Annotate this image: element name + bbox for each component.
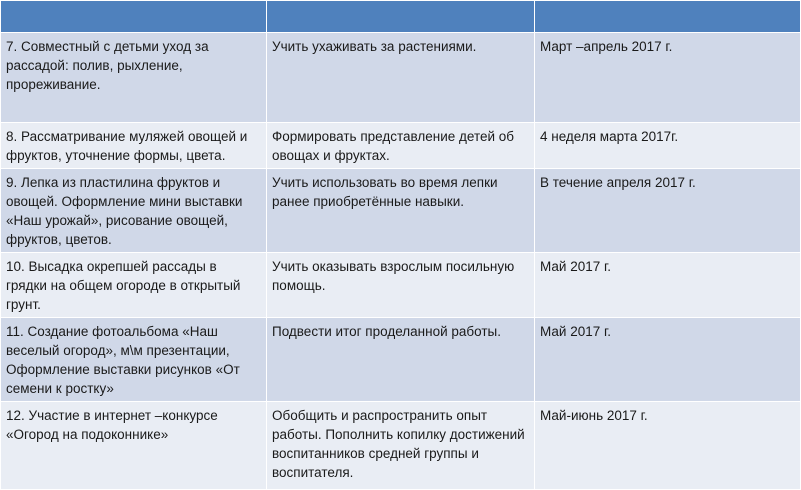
header-cell-goal — [267, 1, 535, 33]
period-cell: Май-июнь 2017 г. — [535, 402, 801, 490]
activity-cell: 11. Создание фотоальбома «Наш веселый огород», м\м презентации, Оформление выставки рисунков «От семени к ростку» — [1, 318, 267, 402]
table-header-row — [1, 1, 801, 33]
table-row — [1, 169, 801, 253]
goal-cell: Учить ухаживать за растениями. — [267, 33, 535, 123]
goal-cell: Подвести итог проделанной работы. — [267, 318, 535, 402]
period-cell: Май 2017 г. — [535, 318, 801, 402]
activity-cell: 8. Рассматривание муляжей овощей и фруктов, уточнение формы, цвета. — [1, 123, 267, 169]
table-row — [1, 318, 801, 402]
period-cell: Март –апрель 2017 г. — [535, 33, 801, 123]
activity-cell: 10. Высадка окрепшей рассады в грядки на общем огороде в открытый грунт. — [1, 253, 267, 318]
table-row — [1, 402, 801, 490]
activity-cell: 7. Совместный с детьми уход за рассадой: полив, рыхление, прореживание. — [1, 33, 267, 123]
period-cell: Май 2017 г. — [535, 253, 801, 318]
goal-cell: Обобщить и распространить опыт работы. Пополнить копилку достижений воспитанников средней группы и воспитателя. — [267, 402, 535, 490]
goal-cell: Учить оказывать взрослым посильную помощь. — [267, 253, 535, 318]
period-cell: 4 неделя марта 2017г. — [535, 123, 801, 169]
goal-cell: Учить использовать во время лепки ранее приобретённые навыки. — [267, 169, 535, 253]
activity-cell: 9. Лепка из пластилина фруктов и овощей. Оформление мини выставки «Наш урожай», рисование овощей, фруктов, цветов. — [1, 169, 267, 253]
header-cell-period — [535, 1, 801, 33]
activity-cell: 12. Участие в интернет –конкурсе «Огород на подоконнике» — [1, 402, 267, 490]
goal-cell: Формировать представление детей об овощах и фруктах. — [267, 123, 535, 169]
table-row — [1, 33, 801, 123]
header-cell-activity — [1, 1, 267, 33]
table-row — [1, 253, 801, 318]
table-row — [1, 123, 801, 169]
period-cell: В течение апреля 2017 г. — [535, 169, 801, 253]
